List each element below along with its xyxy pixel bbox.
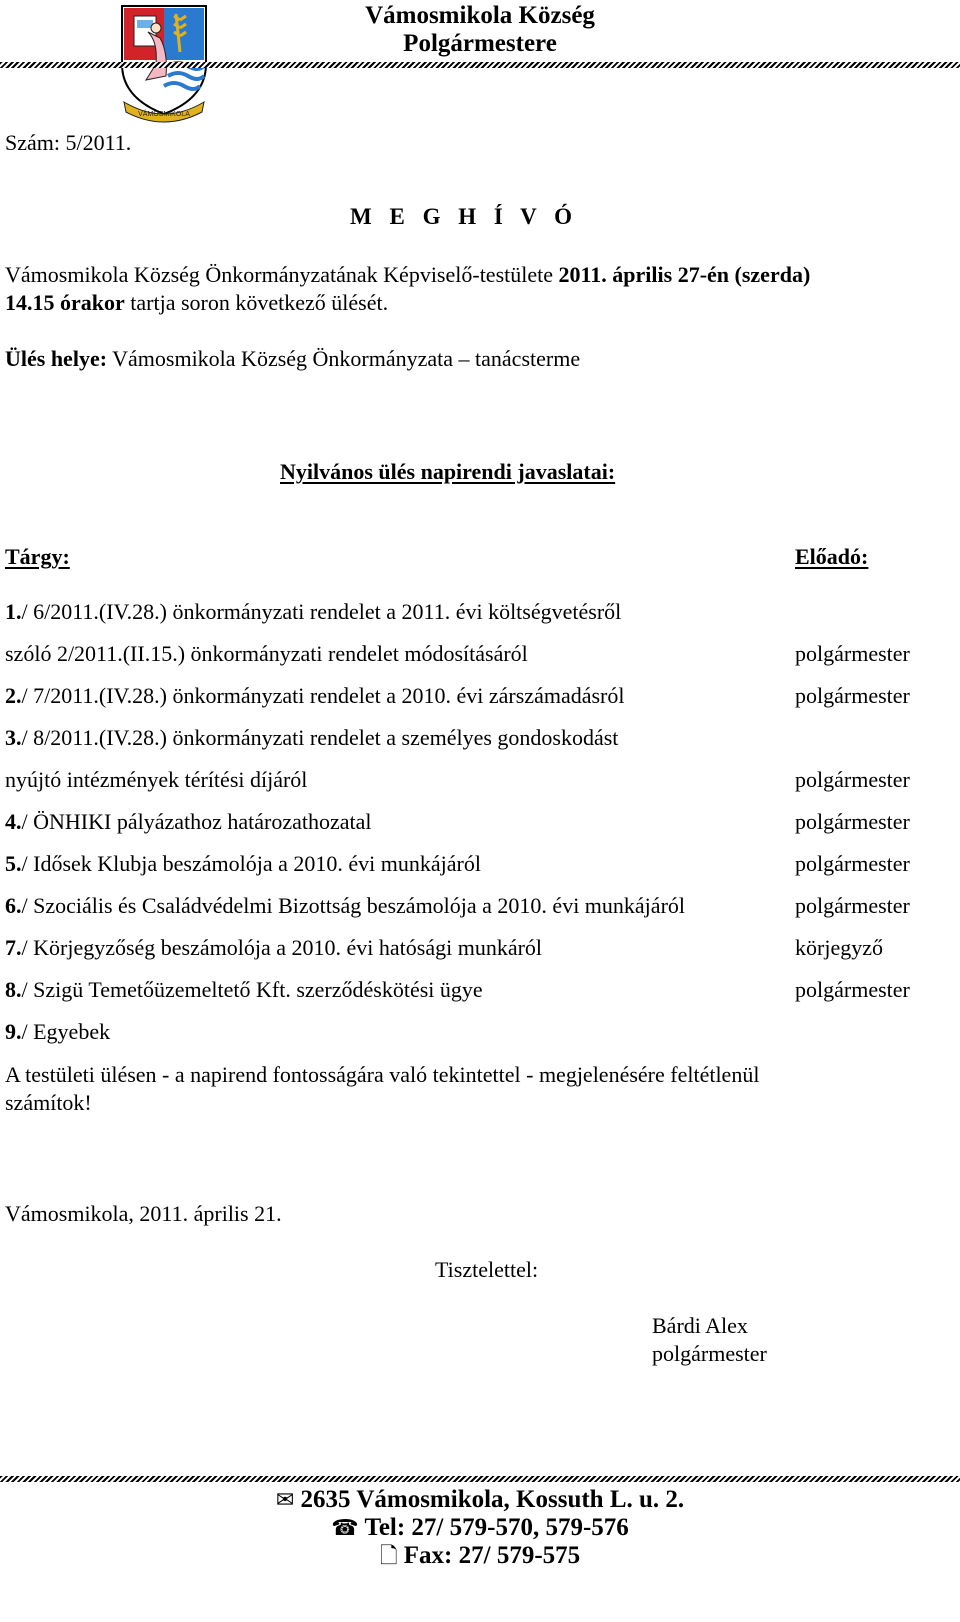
agenda-item-text: nyújtó intézmények térítési díjáról xyxy=(5,767,308,792)
agenda-item-number: 2. xyxy=(5,683,22,708)
agenda-item-number: 4. xyxy=(5,809,22,834)
agenda-item-number: 6. xyxy=(5,893,22,918)
agenda-item-1-line-2 xyxy=(5,639,528,669)
footer-rule xyxy=(0,1476,960,1482)
document-icon: 🗋 xyxy=(379,1544,398,1569)
agenda-item-4-line-1 xyxy=(5,807,372,837)
intro-line-1: Vámosmikola Község Önkormányzatának Képviselő-testülete 2011. április 27-én (szerda) xyxy=(5,262,811,287)
agenda-item-number: 8. xyxy=(5,977,22,1002)
agenda-item-text: / Idősek Klubja beszámolója a 2010. évi munkájáról xyxy=(21,851,481,876)
agenda-title: Nyilvános ülés napirendi javaslatai: xyxy=(280,459,616,484)
intro-line-2: 14.15 órakor tartja soron következő ülését. xyxy=(5,290,389,315)
agenda-item-number: 7. xyxy=(5,935,22,960)
letterhead-title xyxy=(250,2,710,58)
agenda-item-text: szóló 2/2011.(II.15.) önkormányzati rendelet módosításáról xyxy=(5,641,528,666)
agenda-item-text: / Szociális és Családvédelmi Bizottság beszámolója a 2010. évi munkájáról xyxy=(21,893,686,918)
agenda-item-6-presenter: polgármester xyxy=(795,893,910,918)
regards: Tisztelettel: xyxy=(435,1257,539,1282)
footer-address: ✉ 2635 Vámosmikola, Kossuth L. u. 2. xyxy=(275,1486,685,1513)
invite-title: M E G H Í V Ó xyxy=(350,204,578,229)
venue-line xyxy=(5,344,580,374)
agenda-item-text: / Egyebek xyxy=(21,1019,111,1044)
footer-fax: 🗋 Fax: 27/ 579-575 xyxy=(379,1542,581,1569)
agenda-item-3-line-2 xyxy=(5,765,307,795)
agenda-item-text: / Szigü Temetőüzemeltető Kft. szerződéskötési ügye xyxy=(21,977,483,1002)
agenda-item-9-line-1 xyxy=(5,1017,110,1047)
meeting-date: 2011. április 27-én (szerda) xyxy=(558,262,811,287)
agenda-item-8-presenter: polgármester xyxy=(795,977,910,1002)
agenda-item-6-line-1 xyxy=(5,891,685,921)
signer-title: polgármester xyxy=(652,1341,767,1366)
agenda-item-1-presenter: polgármester xyxy=(795,641,910,666)
subject-column-header: Tárgy: xyxy=(5,544,70,569)
agenda-item-7-presenter: körjegyző xyxy=(795,935,883,960)
place-and-date: Vámosmikola, 2011. április 21. xyxy=(5,1201,282,1226)
venue-value: Vámosmikola Község Önkormányzata – tanácsterme xyxy=(107,346,581,371)
header-rule xyxy=(0,62,960,68)
agenda-item-text: / ÖNHIKI pályázathoz határozathozatal xyxy=(21,809,372,834)
signer-name: Bárdi Alex xyxy=(652,1313,748,1338)
agenda-item-text: / 8/2011.(IV.28.) önkormányzati rendelet a személyes gondoskodást xyxy=(21,725,619,750)
footer-phone: ☎ Tel: 27/ 579-570, 579-576 xyxy=(331,1514,629,1541)
agenda-item-5-presenter: polgármester xyxy=(795,851,910,876)
agenda-item-4-presenter: polgármester xyxy=(795,809,910,834)
telephone-icon: ☎ xyxy=(331,1516,359,1541)
agenda-item-text: / 7/2011.(IV.28.) önkormányzati rendelet a 2010. évi zárszámadásról xyxy=(21,683,625,708)
envelope-icon: ✉ xyxy=(275,1488,295,1513)
agenda-item-text: / 6/2011.(IV.28.) önkormányzati rendelet a 2011. évi költségvetésről xyxy=(21,599,622,624)
agenda-item-number: 5. xyxy=(5,851,22,876)
closing-line-2: számítok! xyxy=(5,1090,92,1115)
agenda-item-7-line-1 xyxy=(5,933,542,963)
agenda-item-3-presenter: polgármester xyxy=(795,767,910,792)
agenda-item-number: 9. xyxy=(5,1019,22,1044)
agenda-item-3-line-1 xyxy=(5,723,618,753)
svg-text:VÁMOSMIKOLA: VÁMOSMIKOLA xyxy=(138,111,190,118)
letterhead-line-2: Polgármestere xyxy=(403,30,557,57)
agenda-item-1-line-1 xyxy=(5,597,621,627)
letterhead-line-1: Vámosmikola Község xyxy=(365,2,595,29)
venue-label: Ülés helye: xyxy=(5,346,108,371)
closing-line-1: A testületi ülésen - a napirend fontosságára való tekintettel - megjelenésére feltétlenül xyxy=(5,1062,760,1087)
agenda-item-text: / Körjegyzőség beszámolója a 2010. évi hatósági munkáról xyxy=(21,935,543,960)
meeting-time: 14.15 órakor xyxy=(5,290,125,315)
agenda-item-2-line-1 xyxy=(5,681,624,711)
agenda-item-number: 1. xyxy=(5,599,22,624)
agenda-item-5-line-1 xyxy=(5,849,481,879)
presenter-column-header: Előadó: xyxy=(795,544,869,569)
agenda-item-8-line-1 xyxy=(5,975,483,1005)
agenda-item-number: 3. xyxy=(5,725,22,750)
agenda-item-2-presenter: polgármester xyxy=(795,683,910,708)
reference-number: Szám: 5/2011. xyxy=(5,130,132,155)
